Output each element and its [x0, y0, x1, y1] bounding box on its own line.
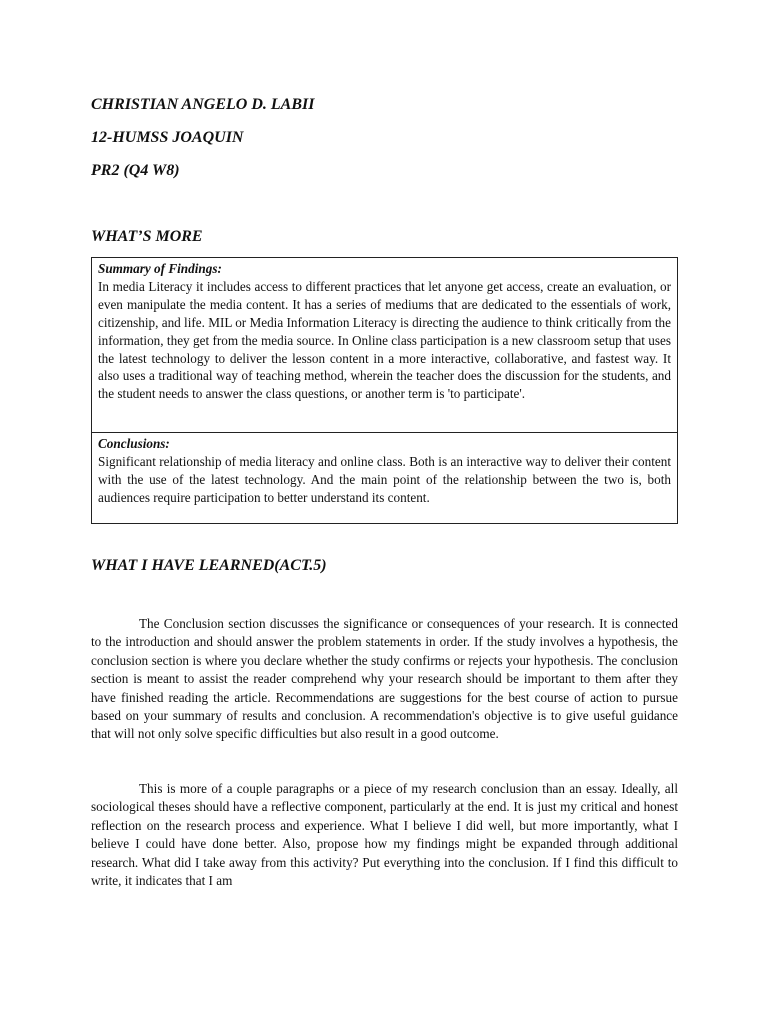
findings-table: [91, 257, 678, 524]
student-name: CHRISTIAN ANGELO D. LABII: [91, 96, 315, 113]
conclusions-title: Conclusions:: [98, 436, 170, 451]
conclusions-text: Significant relationship of media literacy and online class. Both is an interactive way to deliver their content with the use of the latest technology. And the main point of the relationship between the two is, both audiences require participation to better understand its content.: [98, 453, 671, 505]
summary-text: In media Literacy it includes access to different practices that let anyone get access, create an evaluation, or even manipulate the media content. It has a series of mediums that are dedicated to the essentials of work, citizenship, and life. MIL or Media Information Literacy is directing the audience to think critically from the information, they get from the media source. In Online class participation is a new classroom setup that uses the latest technology to deliver the lesson content in a more interactive, collaborative, and fastest way. It also uses a traditional way of teaching method, wherein the teacher does the discussion for the students, and the student needs to answer the class questions, or another term is 'to participate'.: [98, 278, 671, 402]
whats-more-heading: WHAT’S MORE: [91, 228, 203, 245]
learned-paragraph-1: The Conclusion section discusses the significance or consequences of your research. It is connected to the introduction and should answer the problem statements in order. If the study involves a hypothesis, the conclusion section is where you declare whether the study confirms or rejects your hypothesis. The conclusion section is meant to assist the reader comprehend why your research should be important to them after they have finished reading the article. Recommendations are suggestions for the best course of action to pursue based on your summary of results and conclusion. A recommendation's objective is to give useful guidance that will not only solve specific difficulties but also result in a good outcome.: [91, 616, 678, 742]
conclusions-cell: [92, 432, 677, 507]
learned-paragraph-2: This is more of a couple paragraphs or a piece of my research conclusion than an essay. Ideally, all sociological theses should have a reflective component, particularly at the end. It is just my critical and honest reflection on the research process and experience. What I believe I did well, but more importantly, what I believe I could have done better. Also, propose how my findings might be expanded through additional research. What did I take away from this activity? Put everything into the conclusion. If I find this difficult to write, it indicates that I am: [91, 781, 678, 889]
subject-code: PR2 (Q4 W8): [91, 162, 180, 179]
student-section: 12-HUMSS JOAQUIN: [91, 129, 244, 146]
what-i-have-learned-heading: WHAT I HAVE LEARNED(ACT.5): [91, 557, 327, 574]
summary-title: Summary of Findings:: [98, 261, 222, 276]
summary-cell: [92, 258, 677, 432]
